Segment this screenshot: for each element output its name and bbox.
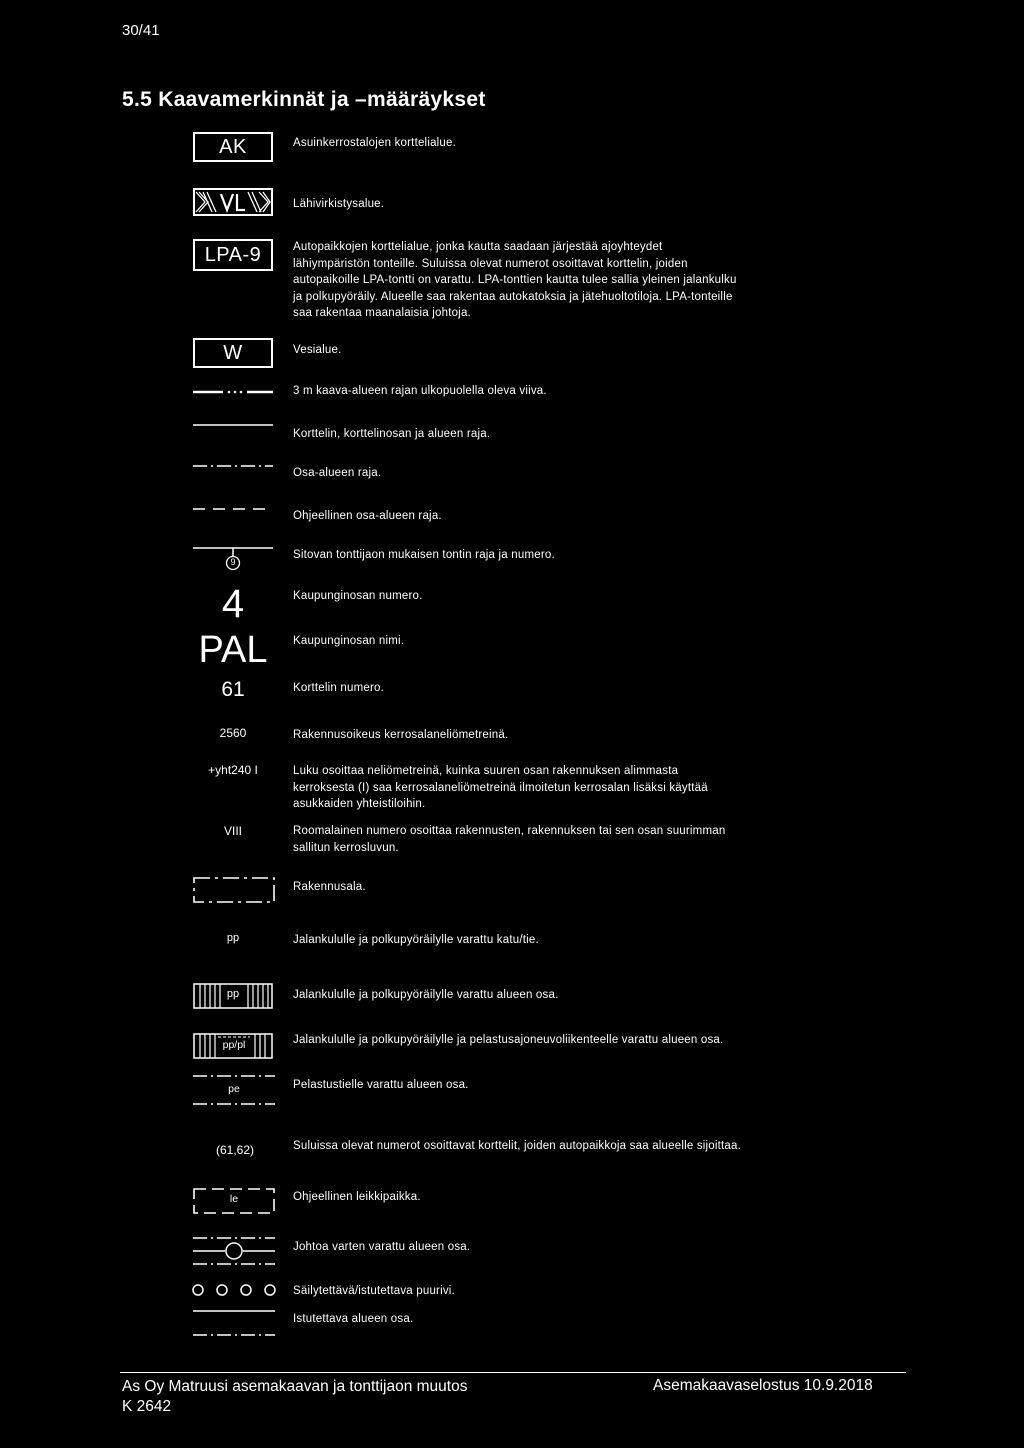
ak-symbol: AK [193, 132, 273, 162]
district-number-symbol: 4 [221, 582, 245, 626]
parking-blocks-symbol: (61,62) [215, 1143, 255, 1157]
outside-boundary-line-symbol [193, 386, 273, 398]
legend-text-common-space: Luku osoittaa neliömetreinä, kuinka suuren osan rakennuksen alimmasta kerroksesta (I) saa kerrosalaneliömetreinä ilmoitetun kerrosalan lisäksi käyttää asukkaiden yhteistiloihin. [293, 765, 708, 810]
lpa-symbol: LPA-9 [193, 239, 273, 271]
district-name-symbol: PAL [198, 629, 268, 671]
legend-text-district-number: Kaupunginosan numero. [293, 590, 423, 602]
planted-area-symbol [193, 1306, 275, 1340]
legend-text-lpa: Autopaikkojen korttelialue, jonka kautta saadaan järjestää ajoyhteydet lähiympäristön tonteille. Suluissa olevat numerot osoittavat korttelin, joiden autopaikoille LPA-tontti on varattu. LPA-tonttien kautta tulee sallia yleinen jalankulku ja polkupyöräily. Alueelle saa rakentaa autokatoksia ja jätehuoltotiloja. LPA-tonteille saa rakentaa maanalaisia johtoja. [293, 241, 737, 319]
footer-divider [120, 1372, 906, 1373]
footer-project-title: As Oy Matruusi asemakaavan ja tonttijaon muutos [122, 1378, 468, 1395]
legend-text-playground: Ohjeellinen leikkipaikka. [293, 1191, 421, 1203]
legend-text-parking-blocks: Suluissa olevat numerot osoittavat korttelit, joiden autopaikkoja saa alueelle sijoittaa. [293, 1140, 742, 1152]
utility-area-symbol [193, 1234, 275, 1268]
footer-project-code: K 2642 [122, 1398, 172, 1415]
legend-text-building-area: Rakennusala. [293, 881, 366, 893]
page-heading: 5.5 Kaavamerkinnät ja –määräykset [122, 88, 486, 111]
legend-text-rescue-road: Pelastustielle varattu alueen osa. [293, 1079, 469, 1091]
legend-text-planted-area: Istutettava alueen osa. [293, 1313, 414, 1325]
legend-text-district-name: Kaupunginosan nimi. [293, 635, 405, 647]
plot-number: 9 [230, 557, 236, 567]
floor-count-symbol: VIII [223, 824, 242, 838]
legend-text-utility-area: Johtoa varten varattu alueen osa. [293, 1241, 471, 1253]
legend-text-tree-row: Säilytettävä/istutettava puurivi. [293, 1285, 455, 1297]
common-space-symbol: +yht240 I [208, 763, 258, 777]
w-symbol: W [193, 338, 273, 368]
legend-text-pppl-area: Jalankululle ja polkupyöräilylle ja pelastusajoneuvoliikenteelle varattu alueen osa. [293, 1034, 724, 1046]
legend-text-building-right: Rakennusoikeus kerrosalaneliömetreinä. [293, 729, 509, 741]
building-area-symbol [193, 876, 275, 904]
legend-text-subarea: Osa-alueen raja. [293, 467, 382, 479]
legend-text-pp-area: Jalankululle ja polkupyöräilylle varattu alueen osa. [293, 989, 559, 1001]
block-number-symbol: 61 [221, 678, 245, 701]
legend-text-outside-line: 3 m kaava-alueen rajan ulkopuolella oleva viiva. [293, 385, 547, 397]
subarea-boundary-symbol [193, 462, 273, 470]
legend-text-w: Vesialue. [293, 344, 342, 356]
footer-document-date: Asemakaavaselostus 10.9.2018 [653, 1377, 873, 1394]
block-boundary-symbol [193, 422, 273, 428]
legend-text-block-number: Korttelin numero. [293, 682, 384, 694]
pppl-area-label: pp/pl [222, 1039, 246, 1051]
legend-text-plot: Sitovan tonttijaon mukaisen tontin raja ja numero. [293, 549, 555, 561]
legend-text-floor-count: Roomalainen numero osoittaa rakennusten, rakennuksen tai sen osan suurimman sallitun kerrosluvun. [293, 825, 726, 854]
page-number: 30/41 [122, 22, 160, 39]
legend-text-vl: Lähivirkistysalue. [293, 198, 385, 210]
pp-area-label: pp [226, 988, 240, 1000]
legend-text-pp-street: Jalankululle ja polkupyöräilylle varattu katu/tie. [293, 934, 539, 946]
legend-text-indicative-subarea: Ohjeellinen osa-alueen raja. [293, 510, 442, 522]
playground-label: le [229, 1193, 239, 1205]
vl-symbol [193, 188, 273, 216]
legend-text-block-boundary: Korttelin, korttelinosan ja alueen raja. [293, 428, 491, 440]
rescue-road-label: pe [228, 1083, 240, 1095]
tree-row-symbol [190, 1282, 280, 1298]
indicative-subarea-boundary-symbol [193, 505, 273, 513]
legend-text-ak: Asuinkerrostalojen korttelialue. [293, 137, 457, 149]
footer-left [122, 1377, 467, 1417]
building-right-symbol: 2560 [219, 726, 247, 740]
pp-street-symbol: pp [226, 932, 240, 944]
